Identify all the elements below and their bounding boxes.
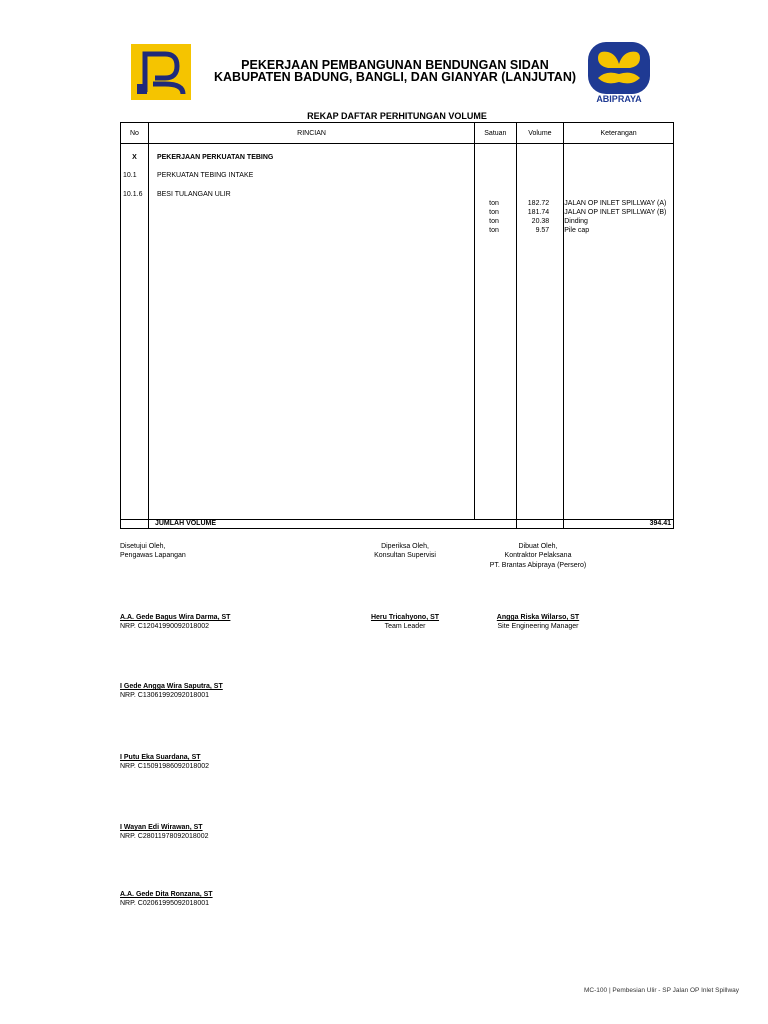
volume-table <box>120 122 674 529</box>
abipraya-logo-text: ABIPRAYA <box>596 94 642 104</box>
total-value: 394.41 <box>564 520 674 529</box>
signer-block <box>120 613 230 631</box>
made-company: PT. Brantas Abipraya (Persero) <box>489 562 587 569</box>
total-label: JUMLAH VOLUME <box>148 520 516 529</box>
row-satuan: ton <box>489 227 499 234</box>
signer-name: A.A. Gede Dita Ronzana, ST <box>120 891 213 898</box>
signer-name: Angga Riska Wilarso, ST <box>496 614 580 621</box>
row-keterangan: Pile cap <box>564 227 590 234</box>
signer-nrp: NRP. C02061995092018001 <box>120 900 210 907</box>
total-row <box>121 520 674 529</box>
signer-nrp: NRP. C13061992092018001 <box>120 692 210 699</box>
signer-block <box>478 613 598 631</box>
pu-logo-icon <box>131 44 191 105</box>
row-volume: 181.74 <box>527 209 550 216</box>
volume-column <box>516 144 564 520</box>
approved-label: Disetujui Oleh, <box>120 543 166 550</box>
satuan-column <box>475 144 516 520</box>
row-rincian: BESI TULANGAN ULIR <box>156 191 231 198</box>
row-keterangan: JALAN OP INLET SPILLWAY (A) <box>564 200 667 207</box>
row-keterangan: JALAN OP INLET SPILLWAY (B) <box>564 209 667 216</box>
signer-block <box>120 890 213 908</box>
signer-block <box>340 613 470 631</box>
column-header-satuan: Satuan <box>475 123 516 144</box>
column-header-keterangan: Keterangan <box>564 123 674 144</box>
row-no: 10.1.6 <box>123 191 143 198</box>
document-subtitle: REKAP DAFTAR PERHITUNGAN VOLUME <box>307 111 487 121</box>
checked-role: Konsultan Supervisi <box>374 552 436 559</box>
column-header-volume: Volume <box>516 123 564 144</box>
signer-name: I Wayan Edi Wirawan, ST <box>120 824 203 831</box>
signer-name: A.A. Gede Bagus Wira Darma, ST <box>120 614 231 621</box>
signer-title: Site Engineering Manager <box>497 623 579 630</box>
signer-nrp: NRP. C12041990092018002 <box>120 623 210 630</box>
row-keterangan: Dinding <box>564 218 588 225</box>
checked-label: Diperiksa Oleh, <box>381 543 429 550</box>
document-title-line2: KABUPATEN BADUNG, BANGLI, DAN GIANYAR (LANJUTAN) <box>213 70 577 84</box>
no-column <box>121 144 149 520</box>
column-header-rincian: RINCIAN <box>148 123 474 144</box>
signer-nrp: NRP. C15091986092018002 <box>120 763 210 770</box>
row-volume: 182.72 <box>527 200 550 207</box>
signer-name: I Gede Angga Wira Saputra, ST <box>120 683 223 690</box>
signer-block <box>120 682 223 700</box>
signer-name: Heru Tricahyono, ST <box>370 614 440 621</box>
made-role: Kontraktor Pelaksana <box>504 552 572 559</box>
made-label: Dibuat Oleh, <box>518 543 558 550</box>
document-title-line1: PEKERJAAN PEMBANGUNAN BENDUNGAN SIDAN <box>241 58 549 72</box>
signer-title: Team Leader <box>384 623 426 630</box>
table-body-row <box>121 144 674 520</box>
row-satuan: ton <box>489 209 499 216</box>
row-no: X <box>132 154 137 161</box>
page-footer: MC-100 | Pembesian Ulir - SP Jalan OP Inlet Spillway <box>584 987 739 994</box>
row-satuan: ton <box>489 218 499 225</box>
signer-nrp: NRP. C28011978092018002 <box>120 833 209 840</box>
abipraya-logo-icon <box>586 40 652 109</box>
row-no: 10.1 <box>123 172 137 179</box>
row-rincian: PERKUATAN TEBING INTAKE <box>156 172 254 179</box>
signer-block <box>120 823 208 841</box>
column-header-no: No <box>121 123 149 144</box>
table-header-row <box>121 123 674 144</box>
row-volume: 9.57 <box>535 227 550 234</box>
keterangan-column <box>564 144 674 520</box>
signer-name: I Putu Eka Suardana, ST <box>120 754 201 761</box>
signer-block <box>120 753 209 771</box>
row-volume: 20.38 <box>531 218 550 225</box>
row-satuan: ton <box>489 200 499 207</box>
row-rincian: PEKERJAAN PERKUATAN TEBING <box>156 154 274 161</box>
rincian-column <box>148 144 474 520</box>
approved-role: Pengawas Lapangan <box>120 552 186 559</box>
